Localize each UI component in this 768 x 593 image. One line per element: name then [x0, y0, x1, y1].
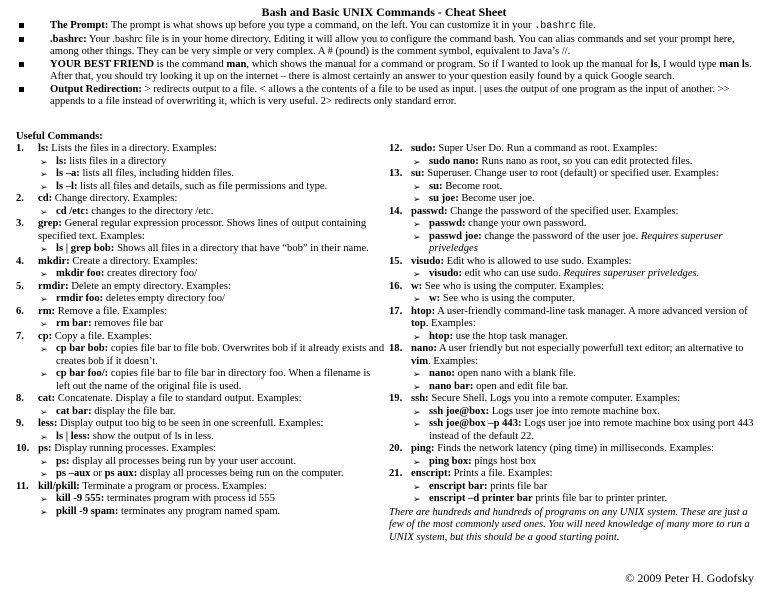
command-item	[16, 281, 386, 294]
term: .bashrc:	[50, 33, 87, 45]
command-number: 21.	[389, 468, 403, 479]
arrow-bullet-icon: ➢	[413, 294, 421, 304]
term: man ls	[719, 58, 749, 70]
arrow-bullet-icon: ➢	[40, 344, 48, 354]
arrow-bullet-icon: ➢	[413, 381, 421, 392]
intro-item-man	[16, 59, 756, 84]
example-command: cp bar foo/:	[56, 368, 109, 379]
command-name: sudo:	[411, 143, 436, 154]
command-desc: A user friendly but not especially powerfull text editor; an alternative to	[436, 343, 744, 354]
example-command: cat bar:	[56, 405, 92, 417]
example-text: display all processes being run on the computer.	[137, 468, 344, 479]
example-item	[16, 156, 386, 169]
command-ref: top	[411, 318, 426, 329]
example-item	[16, 406, 386, 419]
command-desc: Terminate a program or process. Examples:	[79, 480, 267, 492]
example-item	[389, 331, 754, 344]
arrow-bullet-icon: ➢	[413, 481, 421, 492]
example-command: nano:	[429, 368, 455, 379]
arrow-bullet-icon: ➢	[40, 294, 48, 304]
example-text: changes to the directory /etc.	[88, 205, 214, 217]
example-text: copies file bar to file bob. Overwrites bob if it already exists and creates bob if it doesn’t.	[56, 343, 385, 367]
example-item	[389, 381, 754, 394]
command-item	[16, 218, 386, 243]
term-text: , which shows the manual for a command or program. So if I wanted to look up the manual for	[246, 58, 651, 70]
command-number: 12.	[389, 143, 403, 154]
example-command: ping box:	[429, 455, 472, 467]
command-number: 8.	[16, 393, 24, 404]
example-note: Requires superuser priveledges.	[563, 268, 700, 279]
example-command: ps aux:	[104, 468, 138, 479]
command-item	[16, 393, 386, 406]
example-command: enscript bar:	[429, 480, 488, 492]
example-text: use the htop task manager.	[453, 330, 568, 342]
example-item	[389, 231, 754, 256]
command-desc: Prints a file. Examples:	[451, 468, 553, 479]
command-desc: Edit who is allowed to use sudo. Examples:	[443, 255, 632, 267]
arrow-bullet-icon: ➢	[413, 406, 421, 417]
command-name: ps:	[38, 443, 52, 454]
command-desc: . Examples:	[425, 318, 476, 329]
command-item	[16, 306, 386, 319]
command-item	[16, 481, 386, 494]
arrow-bullet-icon: ➢	[413, 369, 421, 379]
example-text: open and edit file bar.	[473, 380, 569, 392]
arrow-bullet-icon: ➢	[413, 419, 421, 429]
example-text: Become root.	[442, 180, 503, 192]
command-desc: Concatenate. Display a file to standard output. Examples:	[55, 393, 302, 404]
intro-bullets	[16, 20, 756, 109]
closing-note: There are hundreds and hundreds of programs on any UNIX system. These are just a few of the most commonly used ones. You will need knowledge of many more to run a UNIX system, but this should be a good starting point.	[389, 506, 750, 543]
example-command: ls | grep bob:	[56, 243, 115, 254]
example-item	[16, 468, 386, 481]
intro-item-redirection	[16, 84, 756, 109]
command-item	[389, 468, 754, 481]
arrow-bullet-icon: ➢	[413, 181, 421, 192]
example-text: terminates any program named spam.	[118, 505, 281, 517]
example-item	[389, 418, 754, 443]
example-item	[389, 181, 754, 194]
command-number: 3.	[16, 218, 24, 229]
command-desc: See who is using the computer. Examples:	[422, 280, 605, 292]
arrow-bullet-icon: ➢	[40, 156, 48, 167]
command-desc: Change the password of the specified user. Examples:	[447, 205, 679, 217]
command-name: rm:	[38, 305, 56, 317]
command-number: 9.	[16, 418, 24, 429]
example-command: su joe:	[429, 193, 459, 204]
example-item	[16, 168, 386, 181]
example-command: ssh joe@box –p 443:	[429, 418, 522, 429]
example-item	[16, 368, 386, 393]
example-item	[16, 506, 386, 519]
command-ref: vim	[411, 355, 429, 367]
command-desc: Change directory. Examples:	[52, 193, 178, 204]
example-command: cp bar bob:	[56, 343, 109, 354]
command-name: nano:	[411, 343, 437, 354]
command-name: kill/pkill:	[38, 480, 80, 492]
command-item	[16, 256, 386, 269]
command-number: 1.	[16, 143, 24, 154]
example-text: removes file bar	[91, 318, 164, 329]
term: ls	[650, 58, 658, 70]
example-command: ls –l:	[56, 180, 78, 192]
example-item	[389, 368, 754, 381]
page-title: Bash and Basic UNIX Commands - Cheat Sheet	[261, 5, 507, 19]
example-text: Runs nano as root, so you can edit protected files.	[478, 155, 693, 167]
example-text: display the file bar.	[91, 405, 176, 417]
command-name: cd:	[38, 193, 53, 204]
command-number: 19.	[389, 393, 403, 404]
example-command: ps –aux	[56, 468, 91, 479]
command-number: 17.	[389, 305, 403, 317]
arrow-bullet-icon: ➢	[40, 431, 48, 442]
example-command: enscript –d printer bar	[429, 493, 533, 504]
example-text: deletes empty directory foo/	[103, 293, 225, 304]
command-item	[389, 393, 754, 406]
example-item	[16, 456, 386, 469]
command-desc: Remove a file. Examples:	[55, 305, 168, 317]
command-number: 11.	[16, 480, 29, 492]
arrow-bullet-icon: ➢	[40, 469, 48, 479]
arrow-bullet-icon: ➢	[40, 269, 48, 279]
example-text: display all processes being run by your user account.	[69, 455, 297, 467]
command-item	[389, 343, 754, 368]
arrow-bullet-icon: ➢	[413, 194, 421, 204]
example-command: su:	[429, 180, 443, 192]
term-text: Your .bashrc file is in your home directory. Editing it will allow you to configure the command bash. You can alias commands and set your prompt here, among other things. They can be very simple or very complex. A # (pound) is the comment symbol, equivalent to Java’s //.	[50, 33, 735, 57]
command-name: htop:	[411, 305, 436, 317]
arrow-bullet-icon: ➢	[40, 169, 48, 179]
example-command: kill -9 555:	[56, 493, 105, 504]
example-item	[389, 156, 754, 169]
term-text: is the command	[154, 58, 227, 70]
term: Output Redirection:	[50, 83, 142, 95]
square-bullet-icon	[19, 37, 24, 42]
example-item	[16, 343, 386, 368]
example-text: Logs user joe into remote machine box using port 443 instead of the default 22.	[429, 418, 754, 442]
command-item	[16, 418, 386, 431]
command-name: rmdir:	[38, 280, 69, 292]
example-text: See who is using the computer.	[440, 293, 575, 304]
command-desc: . Examples:	[428, 355, 479, 367]
command-name: less:	[38, 418, 58, 429]
example-item	[389, 268, 754, 281]
command-name: grep:	[38, 218, 62, 229]
example-command: nano bar:	[429, 380, 474, 392]
arrow-bullet-icon: ➢	[40, 456, 48, 467]
command-number: 10.	[16, 443, 30, 454]
example-text: edit who can use sudo.	[461, 268, 564, 279]
command-desc: Display running processes. Examples:	[51, 443, 217, 454]
square-bullet-icon	[19, 87, 24, 92]
example-item	[16, 293, 386, 306]
example-text: copies file bar to file bar in directory foo. When a filename is left out the name of the original file is used.	[56, 368, 371, 392]
arrow-bullet-icon: ➢	[40, 506, 48, 517]
square-bullet-icon	[19, 23, 24, 28]
command-name: enscript:	[411, 468, 452, 479]
example-text: Become user joe.	[458, 193, 535, 204]
arrow-bullet-icon: ➢	[413, 231, 421, 242]
example-command: ls:	[56, 155, 67, 167]
example-note: Requires superuser priveledges	[429, 230, 723, 254]
command-number: 13.	[389, 168, 403, 179]
left-command-column	[16, 143, 386, 518]
example-command: ssh joe@box:	[429, 405, 490, 417]
example-command: ls | less:	[56, 430, 91, 442]
term-text: , I would type	[657, 58, 720, 70]
copyright: © 2009 Peter H. Godofsky	[625, 571, 754, 585]
command-number: 7.	[16, 330, 24, 342]
example-item	[16, 493, 386, 506]
command-name: passwd:	[411, 205, 448, 217]
command-number: 18.	[389, 343, 403, 354]
command-number: 15.	[389, 255, 403, 267]
arrow-bullet-icon: ➢	[40, 494, 48, 504]
example-item	[389, 481, 754, 494]
command-desc: Lists the files in a directory. Examples:	[48, 143, 217, 154]
command-desc: Superuser. Change user to root (default) or specified user. Examples:	[424, 168, 719, 179]
term-text: The prompt is what shows up before you type a command, on the left. You can customize it in your	[108, 20, 535, 31]
example-item	[16, 243, 386, 256]
command-desc: Delete an empty directory. Examples:	[68, 280, 231, 292]
example-text: change the password of the user joe.	[481, 230, 641, 242]
intro-item-prompt	[16, 20, 756, 34]
example-command: pkill -9 spam:	[56, 505, 119, 517]
command-desc: Display output too big to be seen in one screenfull. Examples:	[57, 418, 324, 429]
example-command: rmdir foo:	[56, 293, 104, 304]
example-item	[16, 318, 386, 331]
command-desc: A user-friendly command-line task manager. A more advanced version of	[435, 305, 748, 317]
command-desc: Secure Shell. Logs you into a remote computer. Examples:	[428, 393, 681, 404]
example-command: ls –a:	[56, 168, 80, 179]
arrow-bullet-icon: ➢	[40, 369, 48, 379]
command-item	[389, 168, 754, 181]
example-item	[16, 268, 386, 281]
term: man	[226, 58, 247, 70]
command-name: ssh:	[411, 393, 429, 404]
example-text: lists all files and details, such as file permissions and type.	[77, 180, 328, 192]
command-name: visudo:	[411, 255, 444, 267]
example-item	[16, 206, 386, 219]
example-item	[389, 218, 754, 231]
example-command: sudo nano:	[429, 155, 479, 167]
command-name: ls:	[38, 143, 49, 154]
example-item	[389, 406, 754, 419]
arrow-bullet-icon: ➢	[413, 269, 421, 279]
example-command: htop:	[429, 330, 454, 342]
example-command: mkdir foo:	[56, 268, 105, 279]
command-number: 4.	[16, 255, 24, 267]
example-text: Logs user joe into remote machine box.	[489, 405, 660, 417]
example-text: pings host box	[471, 455, 537, 467]
square-bullet-icon	[19, 62, 24, 67]
example-item	[389, 493, 754, 506]
command-desc: Finds the network latency (ping time) in milliseconds. Examples:	[434, 443, 715, 454]
example-text: terminates program with process id 555	[104, 493, 275, 504]
term: The Prompt:	[50, 20, 109, 31]
command-number: 16.	[389, 280, 403, 292]
example-text: prints file bar	[487, 480, 548, 492]
example-command: cd /etc:	[56, 205, 89, 217]
command-name: su:	[411, 168, 425, 179]
arrow-bullet-icon: ➢	[413, 331, 421, 342]
example-text: or	[90, 468, 105, 479]
example-text: lists files in a directory	[66, 155, 167, 167]
right-command-column	[389, 143, 754, 544]
example-command: passwd:	[429, 218, 466, 229]
command-item	[389, 443, 754, 456]
command-item	[16, 193, 386, 206]
command-desc: Super User Do. Run a command as root. Examples:	[435, 143, 658, 154]
command-number: 2.	[16, 193, 24, 204]
arrow-bullet-icon: ➢	[413, 456, 421, 467]
example-command: rm bar:	[56, 318, 92, 329]
intro-item-bashrc	[16, 34, 756, 59]
command-item	[16, 331, 386, 344]
term: YOUR BEST FRIEND	[50, 58, 154, 70]
example-command: passwd joe:	[429, 230, 482, 242]
command-name: w:	[411, 280, 423, 292]
example-item	[389, 293, 754, 306]
command-number: 20.	[389, 443, 403, 454]
example-item	[16, 431, 386, 444]
command-name: mkdir:	[38, 255, 70, 267]
command-number: 5.	[16, 280, 24, 292]
example-text: change your own password.	[465, 218, 587, 229]
example-item	[389, 456, 754, 469]
example-command: ps:	[56, 455, 70, 467]
example-item	[389, 193, 754, 206]
command-number: 6.	[16, 305, 24, 317]
command-item	[389, 143, 754, 156]
code-text: .bashrc	[534, 21, 577, 32]
example-item	[16, 181, 386, 194]
term-text: > redirects output to a file. < allows a the contents of a file to be used as input. | uses the output of one program as the input of another. >> appends to a file instead of overwriting it, which is very useful. 2> redirects only standard error.	[50, 83, 730, 107]
section-heading: Useful Commands:	[16, 131, 103, 142]
example-command: w:	[429, 293, 441, 304]
command-desc: General regular expression processor. Shows lines of output containing specified text. Examples:	[38, 218, 367, 242]
command-item	[389, 306, 754, 331]
command-item	[389, 281, 754, 294]
arrow-bullet-icon: ➢	[40, 244, 48, 254]
example-text: prints file bar to printer printer.	[532, 493, 668, 504]
command-number: 14.	[389, 205, 403, 217]
command-name: cat:	[38, 393, 56, 404]
command-item	[16, 143, 386, 156]
command-item	[389, 206, 754, 219]
example-text: show the output of ls in less.	[90, 430, 214, 442]
arrow-bullet-icon: ➢	[40, 206, 48, 217]
arrow-bullet-icon: ➢	[413, 219, 421, 229]
arrow-bullet-icon: ➢	[413, 494, 421, 504]
arrow-bullet-icon: ➢	[40, 319, 48, 329]
example-text: open nano with a blank file.	[454, 368, 576, 379]
example-text: creates directory foo/	[104, 268, 198, 279]
example-text: lists all files, including hidden files.	[79, 168, 235, 179]
command-desc: Copy a file. Examples:	[52, 330, 152, 342]
arrow-bullet-icon: ➢	[40, 181, 48, 192]
example-text: Shows all files in a directory that have “bob” in their name.	[114, 243, 369, 254]
term-text: . After that, you should try looking it up on the internet – there is almost certainly an answer to your question easily found by a quick Google search.	[50, 58, 752, 82]
example-command: visudo:	[429, 268, 462, 279]
command-item	[16, 443, 386, 456]
term-text: file.	[576, 20, 596, 31]
command-name: ping:	[411, 443, 435, 454]
arrow-bullet-icon: ➢	[40, 406, 48, 417]
command-name: cp:	[38, 330, 53, 342]
command-item	[389, 256, 754, 269]
command-desc: Create a directory. Examples:	[69, 255, 198, 267]
arrow-bullet-icon: ➢	[413, 156, 421, 167]
